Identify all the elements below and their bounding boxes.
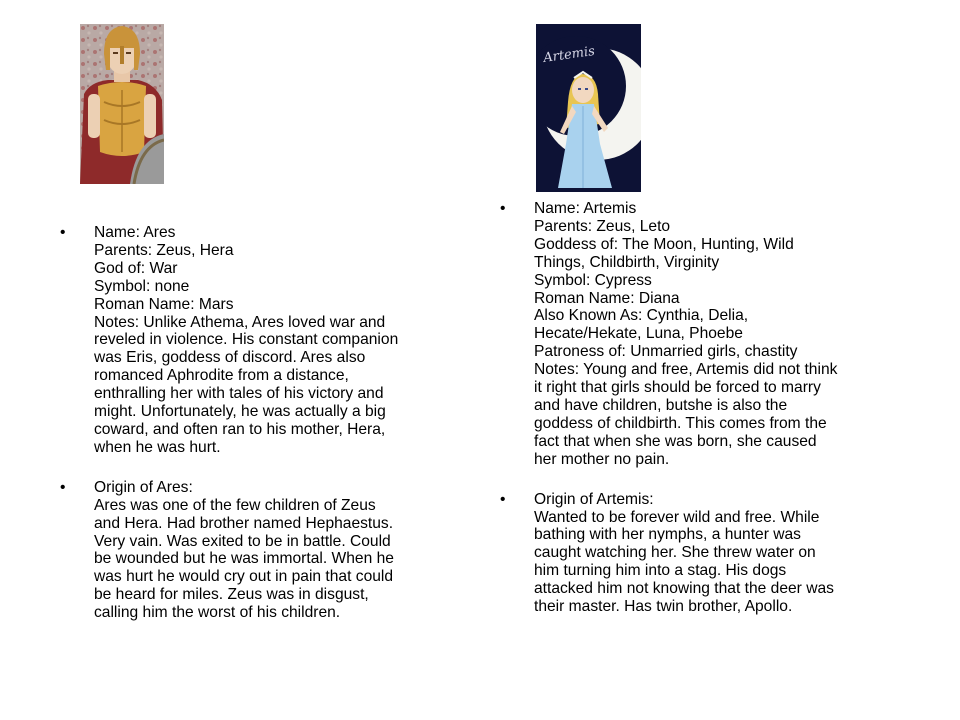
ares-notes-line: was Eris, goddess of discord. Ares also: [94, 349, 366, 367]
artemis-notes-line: it right that girls should be forced to marry: [534, 379, 821, 397]
artemis-aka: Hecate/Hekate, Luna, Phoebe: [534, 325, 743, 343]
artemis-notes-line: her mother no pain.: [534, 450, 670, 468]
ares-roman-name: Roman Name: Mars: [94, 295, 234, 313]
ares-profile-item: [58, 224, 478, 457]
artemis-portrait-image: [536, 24, 641, 192]
ares-origin-line: Ares was one of the few children of Zeus: [94, 496, 376, 514]
artemis-parents: Parents: Zeus, Leto: [534, 217, 671, 235]
artemis-origin-line: attacked him not knowing that the deer was: [534, 580, 834, 598]
artemis-notes-line: and have children, butshe is also the: [534, 396, 788, 414]
ares-parents: Parents: Zeus, Hera: [94, 241, 234, 259]
artemis-caption: Artemis: [542, 43, 596, 66]
ares-notes-line: romanced Aphrodite from a distance,: [94, 367, 349, 385]
artemis-profile-item: [498, 200, 918, 469]
ares-notes-line: when he was hurt.: [94, 438, 221, 456]
artemis-origin-line: Wanted to be forever wild and free. While: [534, 508, 820, 526]
ares-notes-line: reveled in violence. His constant companion: [94, 331, 399, 349]
artemis-notes-line: Notes: Young and free, Artemis did not think: [534, 361, 838, 379]
artemis-notes-line: fact that when she was born, she caused: [534, 432, 817, 450]
artemis-roman-name: Roman Name: Diana: [534, 289, 680, 307]
ares-origin-line: calling him the worst of his children.: [94, 604, 341, 622]
artemis-info-list: [498, 200, 918, 638]
ares-name: • Name: Ares: [94, 224, 176, 241]
ares-symbol: Symbol: none: [94, 277, 190, 295]
ares-notes-line: enthralling her with tales of his victory and: [94, 385, 384, 403]
ares-notes-line: coward, and often ran to his mother, Hera,: [94, 420, 386, 438]
artemis-goddess-of: Things, Childbirth, Virginity: [534, 253, 720, 271]
artemis-goddess-of: Goddess of: The Moon, Hunting, Wild: [534, 235, 794, 253]
artemis-origin-heading: • Origin of Artemis:: [534, 490, 654, 508]
ares-origin-line: be heard for miles. Zeus was in disgust,: [94, 586, 369, 604]
ares-notes-line: might. Unfortunately, he was actually a big: [94, 403, 386, 421]
artemis-notes-line: goddess of childbirth. This comes from the: [534, 414, 827, 432]
artemis-origin-line: caught watching her. She threw water on: [534, 544, 816, 562]
artemis-name: • Name: Artemis: [534, 200, 637, 217]
artemis-symbol: Symbol: Cypress: [534, 271, 652, 289]
ares-origin-line: was hurt he would cry out in pain that could: [94, 568, 394, 586]
artemis-origin-line: him turning him into a stag. His dogs: [534, 562, 787, 580]
ares-origin-line: be wounded but he was immortal. When he: [94, 550, 394, 568]
artemis-aka: Also Known As: Cynthia, Delia,: [534, 307, 749, 325]
artemis-origin-line: their master. Has twin brother, Apollo.: [534, 598, 793, 616]
artemis-patroness: Patroness of: Unmarried girls, chastity: [534, 343, 798, 361]
ares-origin-line: and Hera. Had brother named Hephaestus.: [94, 514, 394, 532]
ares-origin-line: Very vain. Was exited to be in battle. Could: [94, 532, 391, 550]
ares-notes-line: Notes: Unlike Athema, Ares loved war and: [94, 313, 386, 331]
artemis-origin-item: [498, 491, 918, 616]
artemis-origin-line: bathing with her nymphs, a hunter was: [534, 526, 801, 544]
ares-god-of: God of: War: [94, 259, 178, 277]
ares-origin-item: [58, 479, 478, 622]
ares-info-list: [58, 224, 478, 644]
ares-origin-heading: • Origin of Ares:: [94, 478, 193, 496]
ares-portrait-image: [80, 24, 164, 184]
